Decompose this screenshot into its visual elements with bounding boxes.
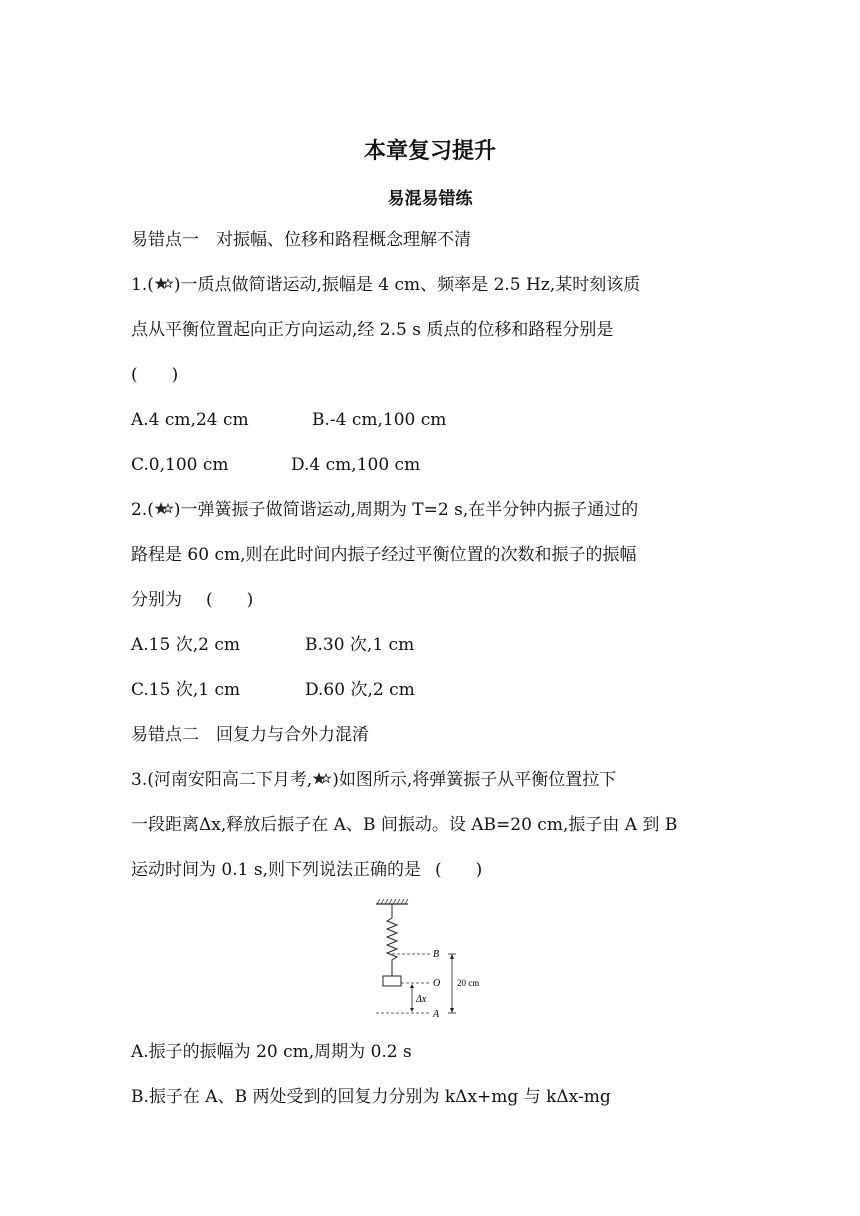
q2-text: )一弹簧振子做简谐运动,周期为 T=2 s,在半分钟内振子通过的 <box>173 500 639 520</box>
oscillator-block <box>383 976 401 986</box>
spring <box>387 904 397 976</box>
label-distance: 20 cm <box>457 978 480 988</box>
q3-text: )如图所示,将弹簧振子从平衡位置拉下 <box>332 770 617 790</box>
difficulty-star-icon <box>154 276 174 292</box>
q3-line-2: 一段距离Δx,释放后振子在 A、B 间振动。设 AB=20 cm,振子由 A 到 B <box>131 815 678 835</box>
q2-number: 2.( <box>131 500 154 520</box>
q1-option-d: D.4 cm,100 cm <box>291 455 421 475</box>
q2-option-b: B.30 次,1 cm <box>305 635 415 655</box>
q2-answer-blank: ( ) <box>206 590 254 610</box>
difficulty-star-icon <box>312 771 332 787</box>
q2-line-3-text: 分别为 <box>131 590 182 610</box>
label-a: A <box>433 1009 440 1020</box>
label-b: B <box>433 949 440 960</box>
q2-option-a: A.15 次,2 cm <box>131 635 240 655</box>
q3-line-3 <box>131 858 482 882</box>
difficulty-star-icon <box>154 501 174 517</box>
q1-option-c: C.0,100 cm <box>131 455 229 475</box>
page-title: 本章复习提升 <box>363 139 496 164</box>
q2-option-d: D.60 次,2 cm <box>305 680 415 700</box>
dim-arrowhead-up <box>450 954 454 959</box>
q1-number: 1.( <box>131 275 154 295</box>
q1-answer-blank: ( ) <box>131 365 179 385</box>
q3-option-a: A.振子的振幅为 20 cm,周期为 0.2 s <box>131 1042 412 1062</box>
dim-arrowhead-down <box>450 1008 454 1013</box>
q1-line-2: 点从平衡位置起向正方向运动,经 2.5 s 质点的位移和路程分别是 <box>131 320 614 340</box>
label-delta-x: Δx <box>416 994 427 1005</box>
q1-line-1 <box>131 273 640 297</box>
section-subtitle: 易混易错练 <box>387 189 473 209</box>
section-heading-2: 易错点二 回复力与合外力混淆 <box>131 725 369 745</box>
delta-x-arrowhead-down <box>410 1008 414 1012</box>
q3-line-1 <box>131 768 616 792</box>
q1-option-b: B.-4 cm,100 cm <box>312 410 447 430</box>
q3-answer-blank: ( ) <box>434 860 483 880</box>
section-heading-1: 易错点一 对振幅、位移和路程概念理解不清 <box>131 230 471 250</box>
spring-oscillator-figure <box>370 898 490 1022</box>
delta-x-arrowhead-up <box>410 984 414 988</box>
q2-line-2: 路程是 60 cm,则在此时间内振子经过平衡位置的次数和振子的振幅 <box>131 545 637 565</box>
q2-line-1 <box>131 498 638 522</box>
ceiling-hatch <box>377 899 408 904</box>
q3-number: 3.(河南安阳高二下月考, <box>131 770 313 790</box>
q3-option-b: B.振子在 A、B 两处受到的回复力分别为 kΔx+mg 与 kΔx-mg <box>131 1087 611 1107</box>
q2-line-3 <box>131 588 253 612</box>
q2-option-c: C.15 次,1 cm <box>131 680 241 700</box>
label-o: O <box>433 978 441 989</box>
q1-option-a: A.4 cm,24 cm <box>131 410 249 430</box>
q3-line-3-text: 运动时间为 0.1 s,则下列说法正确的是 <box>131 860 421 880</box>
q1-text: )一质点做简谐运动,振幅是 4 cm、频率是 2.5 Hz,某时刻该质 <box>173 275 641 295</box>
